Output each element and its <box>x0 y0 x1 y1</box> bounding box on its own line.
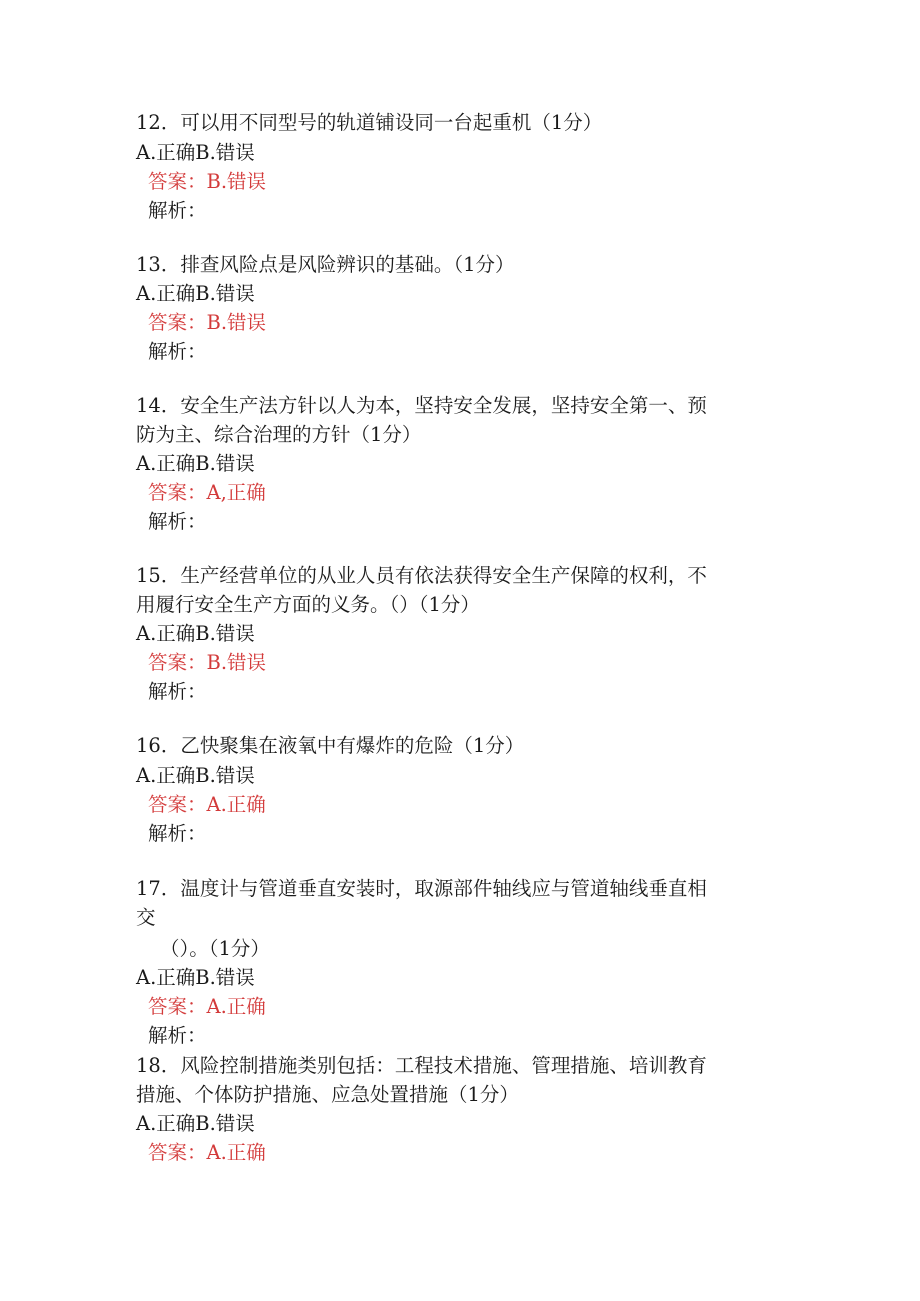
question-options: A.正确B.错误 <box>136 764 255 787</box>
answer-text: 答案：A.正确 <box>148 995 266 1018</box>
answer-text: 答案：A.正确 <box>148 793 266 816</box>
question-text: 17．温度计与管道垂直安装时，取源部件轴线应与管道轴线垂直相 <box>136 877 707 900</box>
question-options: A.正确B.错误 <box>136 622 255 645</box>
question-options: A.正确B.错误 <box>136 282 255 305</box>
question-text: 15．生产经营单位的从业人员有依法获得安全生产保障的权利，不 <box>136 564 707 587</box>
explanation-label: 解析： <box>148 340 207 363</box>
question-text: 12．可以用不同型号的轨道铺设同一台起重机（1分） <box>136 111 603 134</box>
question-text: 18．风险控制措施类别包括：工程技术措施、管理措施、培训教育 <box>136 1054 707 1077</box>
question-text: 交 <box>136 906 156 929</box>
answer-text: 答案：A.正确 <box>148 1141 266 1164</box>
answer-text: 答案：A,正确 <box>148 481 266 504</box>
question-text: 14．安全生产法方针以人为本，坚持安全发展，坚持安全第一、预 <box>136 394 707 417</box>
question-text: 用履行安全生产方面的义务。（）（1分） <box>136 593 480 616</box>
question-text: 13．排查风险点是风险辨识的基础。（1分） <box>136 253 515 276</box>
answer-text: 答案：B.错误 <box>148 651 267 674</box>
question-text: （）。（1分） <box>160 937 270 960</box>
question-text: 16．乙快聚集在液氧中有爆炸的危险（1分） <box>136 734 525 757</box>
explanation-label: 解析： <box>148 1024 207 1047</box>
question-options: A.正确B.错误 <box>136 1112 255 1135</box>
question-options: A.正确B.错误 <box>136 141 255 164</box>
question-options: A.正确B.错误 <box>136 966 255 989</box>
answer-text: 答案：B.错误 <box>148 170 267 193</box>
question-options: A.正确B.错误 <box>136 452 255 475</box>
explanation-label: 解析： <box>148 510 207 533</box>
answer-text: 答案：B.错误 <box>148 311 267 334</box>
question-text: 措施、个体防护措施、应急处置措施（1分） <box>136 1083 519 1106</box>
question-text: 防为主、综合治理的方针（1分） <box>136 423 422 446</box>
explanation-label: 解析： <box>148 199 207 222</box>
explanation-label: 解析： <box>148 822 207 845</box>
explanation-label: 解析： <box>148 680 207 703</box>
